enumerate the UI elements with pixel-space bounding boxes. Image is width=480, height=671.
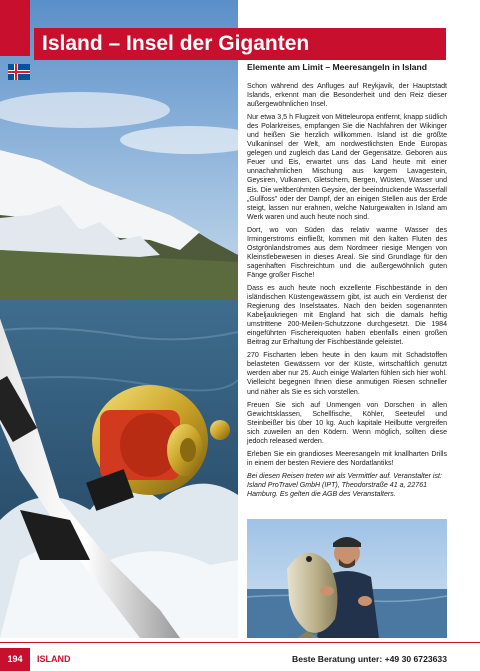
footer-contact: Beste Beratung unter: +49 30 6723633 <box>291 654 447 664</box>
page-title: Island – Insel der Giganten <box>34 28 446 60</box>
footer-section-label: ISLAND <box>37 654 71 664</box>
article-heading: Elemente am Limit – Meeresangeln in Island <box>247 62 428 72</box>
article-body <box>247 62 447 503</box>
article-paragraph: Freuen Sie sich auf Unmengen von Dorschen in allen Gewichtsklassen, Schellfische, Köhler, Seeteufel und Steinbeißer bis über 10 kg. Auch kapitale Heilbutte vergreifen sich zuweilen an den Ködern. Wenn möglich, sollten diese jedoch released werden. <box>247 401 447 445</box>
article-paragraph: Dass es auch heute noch exzellente Fischbestände in den isländischen Küstengewässern gibt, ist auch ein Verdienst der Regierung des Inselstaates. Nach den beiden sogenannten Kabeljaukriegen mit England hat sich die damals heftig umstrittene 200-Meilen-Schutzzone durchgesetzt. Die 1984 eingeführten Fischereiquoten haben ebenfalls einen großen Beitrag zur Erhaltung der Fischbestände geleistet. <box>247 284 447 347</box>
corner-strip <box>0 0 30 56</box>
article-paragraph: Dort, wo von Süden das relativ warme Wasser des Irmingerstroms einfließt, kommen mit den kalten Fluten des Ostgrönlandstromes aus dem Nordmeer riesige Mengen von Kleinstlebewesen in dieses Areal. Sie sind Grundlage für den sagenhaften Fischreichtum und die außergewöhnlich guten Fänge großer Fische! <box>247 226 447 279</box>
footer-rule <box>0 642 480 643</box>
page-number: 194 <box>0 648 30 671</box>
article-paragraph: Schon während des Anfluges auf Reykjavik, der Hauptstadt Islands, erkennt man die Besonderheit und den Reiz dieser außergewöhnlichen Insel. <box>247 83 447 109</box>
article-paragraph: Nur etwa 3,5 h Flugzeit von Mitteleuropa entfernt, knapp südlich des Polarkreises, empfangen Sie die Nachfahren der Wikinger und heißen Sie herzlich willkommen. Island ist die größte Vulkaninsel der Welt, am nordwestlichsten Ende Europas gelegen und zugleich das Land der Gegensätze. Geboren aus Feuer und Eis, erwartet uns das Land heute mit einer unnachahmlichen Mischung aus kargem Lavagestein, Geysiren, Vulkanen, Gletschern, Bergen, Wüsten, Wasser und Eis. Die weltberühmten Geysire, der beeindruckende Wasserfall „Gullfoss" oder der Dampf, der an einigen Stellen aus der Erde steigt, lassen nur erahnen, welche Naturgewalten in Island am Werk waren und auch heute noch sind. <box>247 114 447 221</box>
article-paragraph: 270 Fischarten leben heute in den kaum mit Schadstoffen belasteten Gewässern vor der Küste, wirtschaftlich genutzt werden aber nur 25. Auch einige Walarten fühlen sich hier wohl. Vielleicht begegnen Ihnen diese anmutigen Riesen schneller und näher als Sie es sich vorstellen. <box>247 352 447 396</box>
iceland-flag-icon <box>8 64 30 80</box>
angler-photo <box>247 519 447 638</box>
organizer-notice: Bei diesen Reisen treten wir als Vermittler auf. Veranstalter ist: Island ProTravel GmbH (IPT), Theodorstraße 41 a, 22761 Hamburg. Es gelten die AGB des Veranstalters. <box>247 472 442 498</box>
article-paragraph: Erleben Sie ein grandioses Meeresangeln mit knallharten Drills in einem der besten Reviere des Nordatlantiks! <box>247 450 447 467</box>
hero-photo-fishing-reel <box>0 0 238 638</box>
